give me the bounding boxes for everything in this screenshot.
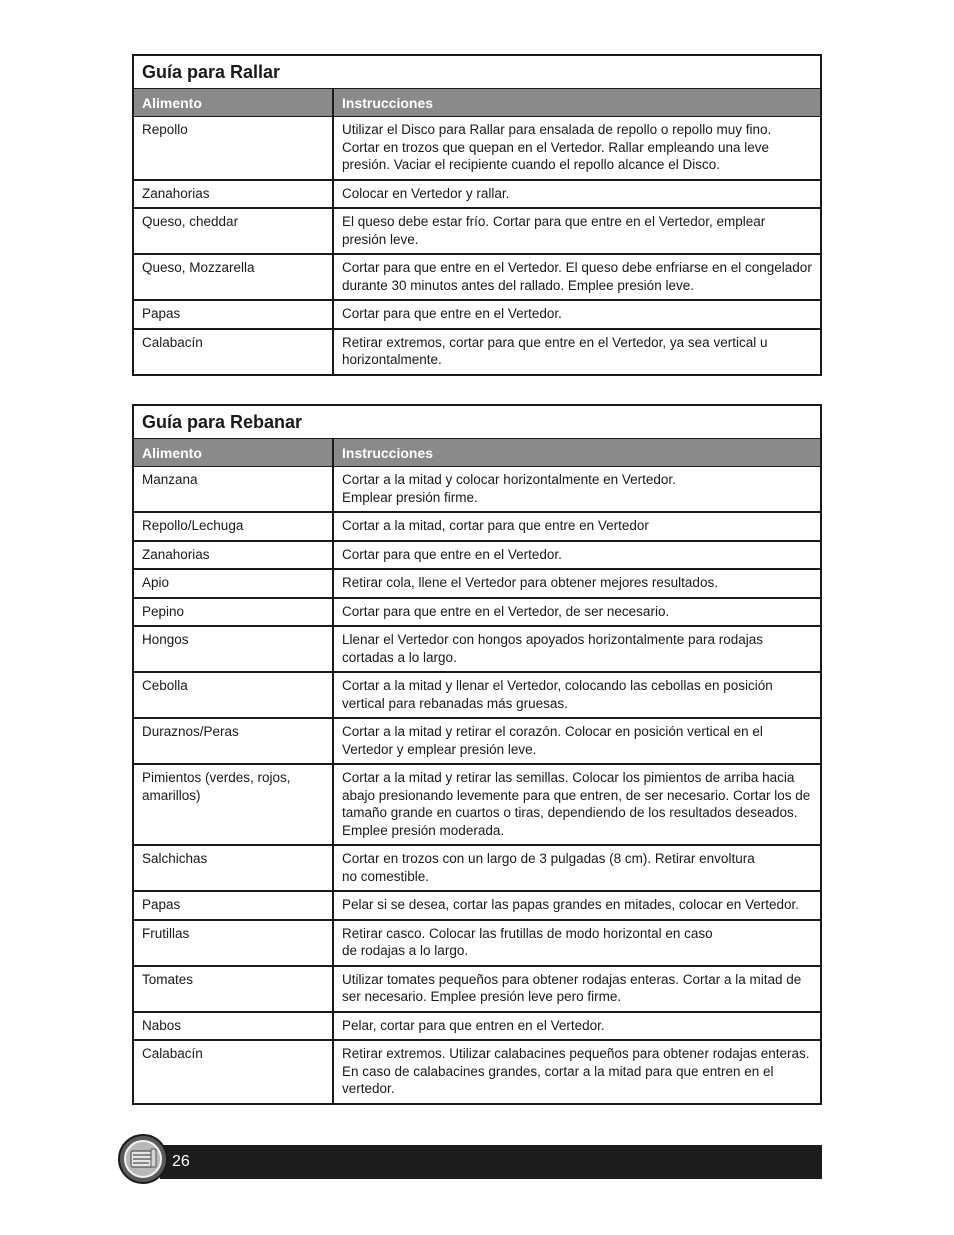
- food-cell: Queso, Mozzarella: [134, 254, 333, 300]
- instructions-column-header: Instrucciones: [333, 439, 820, 467]
- slicing-guide-grid: [134, 439, 820, 1103]
- table-row: [134, 512, 820, 541]
- table-row: [134, 180, 820, 209]
- instructions-cell: Cortar para que entre en el Vertedor, de ser necesario.: [333, 598, 820, 627]
- slicing-guide-title: Guía para Rebanar: [134, 406, 820, 439]
- footer-bar: [160, 1145, 822, 1179]
- slicing-guide-table: [132, 404, 822, 1105]
- instructions-cell: Retirar cola, llene el Vertedor para obtener mejores resultados.: [333, 569, 820, 598]
- instructions-cell: Retirar extremos. Utilizar calabacines pequeños para obtener rodajas enteras. En caso de calabacines grandes, cortar a la mitad para que entren en el vertedor.: [333, 1040, 820, 1103]
- food-column-header: Alimento: [134, 89, 333, 117]
- food-column-header: Alimento: [134, 439, 333, 467]
- food-cell: Pimientos (verdes, rojos, amarillos): [134, 764, 333, 845]
- food-cell: Apio: [134, 569, 333, 598]
- instructions-cell: Utilizar el Disco para Rallar para ensalada de repollo o repollo muy fino. Cortar en trozos que quepan en el Vertedor. Rallar empleando una leve presión. Vaciar el recipiente cuando el repollo alcance el Disco.: [333, 117, 820, 180]
- instructions-cell: Utilizar tomates pequeños para obtener rodajas enteras. Cortar a la mitad de ser necesario. Emplee presión leve pero firme.: [333, 966, 820, 1012]
- food-cell: Repollo/Lechuga: [134, 512, 333, 541]
- food-cell: Nabos: [134, 1012, 333, 1041]
- food-cell: Zanahorias: [134, 180, 333, 209]
- page-number: 26: [172, 1153, 190, 1170]
- food-cell: Papas: [134, 300, 333, 329]
- header-row: [134, 89, 820, 117]
- instructions-cell: Pelar, cortar para que entren en el Vertedor.: [333, 1012, 820, 1041]
- food-cell: Tomates: [134, 966, 333, 1012]
- instructions-cell: Cortar para que entre en el Vertedor. El queso debe enfriarse en el congelador durante 30 minutos antes del rallado. Emplee presión leve.: [333, 254, 820, 300]
- instructions-cell: Retirar extremos, cortar para que entre en el Vertedor, ya sea vertical u horizontalmente.: [333, 329, 820, 374]
- table-row: [134, 467, 820, 513]
- table-row: [134, 718, 820, 764]
- instructions-cell: Retirar casco. Colocar las frutillas de modo horizontal en caso de rodajas a lo largo.: [333, 920, 820, 966]
- instructions-cell: Colocar en Vertedor y rallar.: [333, 180, 820, 209]
- instructions-cell: El queso debe estar frío. Cortar para que entre en el Vertedor, emplear presión leve.: [333, 208, 820, 254]
- table-row: [134, 300, 820, 329]
- table-row: [134, 329, 820, 374]
- instructions-cell: Cortar a la mitad, cortar para que entre en Vertedor: [333, 512, 820, 541]
- table-row: [134, 254, 820, 300]
- food-cell: Calabacín: [134, 1040, 333, 1103]
- table-row: [134, 117, 820, 180]
- grating-guide-grid: [134, 89, 820, 374]
- table-row: [134, 1012, 820, 1041]
- grating-guide-title: Guía para Rallar: [134, 56, 820, 89]
- food-cell: Repollo: [142, 122, 188, 137]
- table-row: [134, 208, 820, 254]
- instructions-cell: Cortar a la mitad y retirar las semillas. Colocar los pimientos de arriba hacia abajo presionando levemente para que entren, de ser necesario. Cortar los de tamaño grande en cuartos o tiras, dependiendo de los resultados deseados. Emplee presión moderada.: [333, 764, 820, 845]
- table-row: [134, 920, 820, 966]
- instructions-cell: Cortar para que entre en el Vertedor.: [333, 300, 820, 329]
- instructions-cell: Llenar el Vertedor con hongos apoyados horizontalmente para rodajas cortadas a lo largo.: [333, 626, 820, 672]
- food-processor-icon-graphic: [123, 1139, 163, 1179]
- food-cell: Papas: [134, 891, 333, 920]
- food-cell: Pepino: [134, 598, 333, 627]
- food-cell: Duraznos/Peras: [134, 718, 333, 764]
- table-row: [134, 764, 820, 845]
- table-row: [134, 891, 820, 920]
- food-cell: Calabacín: [134, 329, 333, 374]
- instructions-cell: Pelar si se desea, cortar las papas grandes en mitades, colocar en Vertedor.: [333, 891, 820, 920]
- header-row: [134, 439, 820, 467]
- table-row: [134, 672, 820, 718]
- table-row: [134, 966, 820, 1012]
- food-cell: Manzana: [142, 472, 198, 487]
- table-row: [134, 569, 820, 598]
- table-row: [134, 541, 820, 570]
- instructions-cell: Cortar en trozos con un largo de 3 pulgadas (8 cm). Retirar envoltura no comestible.: [333, 845, 820, 891]
- grating-guide-table: [132, 54, 822, 376]
- instructions-cell: Cortar a la mitad y colocar horizontalmente en Vertedor. Emplear presión firme.: [333, 467, 820, 513]
- instructions-cell: Cortar para que entre en el Vertedor.: [333, 541, 820, 570]
- food-cell: Queso, cheddar: [134, 208, 333, 254]
- table-row: [134, 598, 820, 627]
- table-row: [134, 845, 820, 891]
- food-cell: Salchichas: [134, 845, 333, 891]
- table-row: [134, 626, 820, 672]
- instructions-cell: Cortar a la mitad y llenar el Vertedor, colocando las cebollas en posición vertical para rebanadas más gruesas.: [333, 672, 820, 718]
- instructions-column-header: Instrucciones: [333, 89, 820, 117]
- food-cell: Frutillas: [134, 920, 333, 966]
- food-cell: Zanahorias: [134, 541, 333, 570]
- instructions-cell: Cortar a la mitad y retirar el corazón. Colocar en posición vertical en el Vertedor y emplear presión leve.: [333, 718, 820, 764]
- food-cell: Cebolla: [134, 672, 333, 718]
- table-row: [134, 1040, 820, 1103]
- food-processor-icon: [118, 1134, 168, 1184]
- food-cell: Hongos: [134, 626, 333, 672]
